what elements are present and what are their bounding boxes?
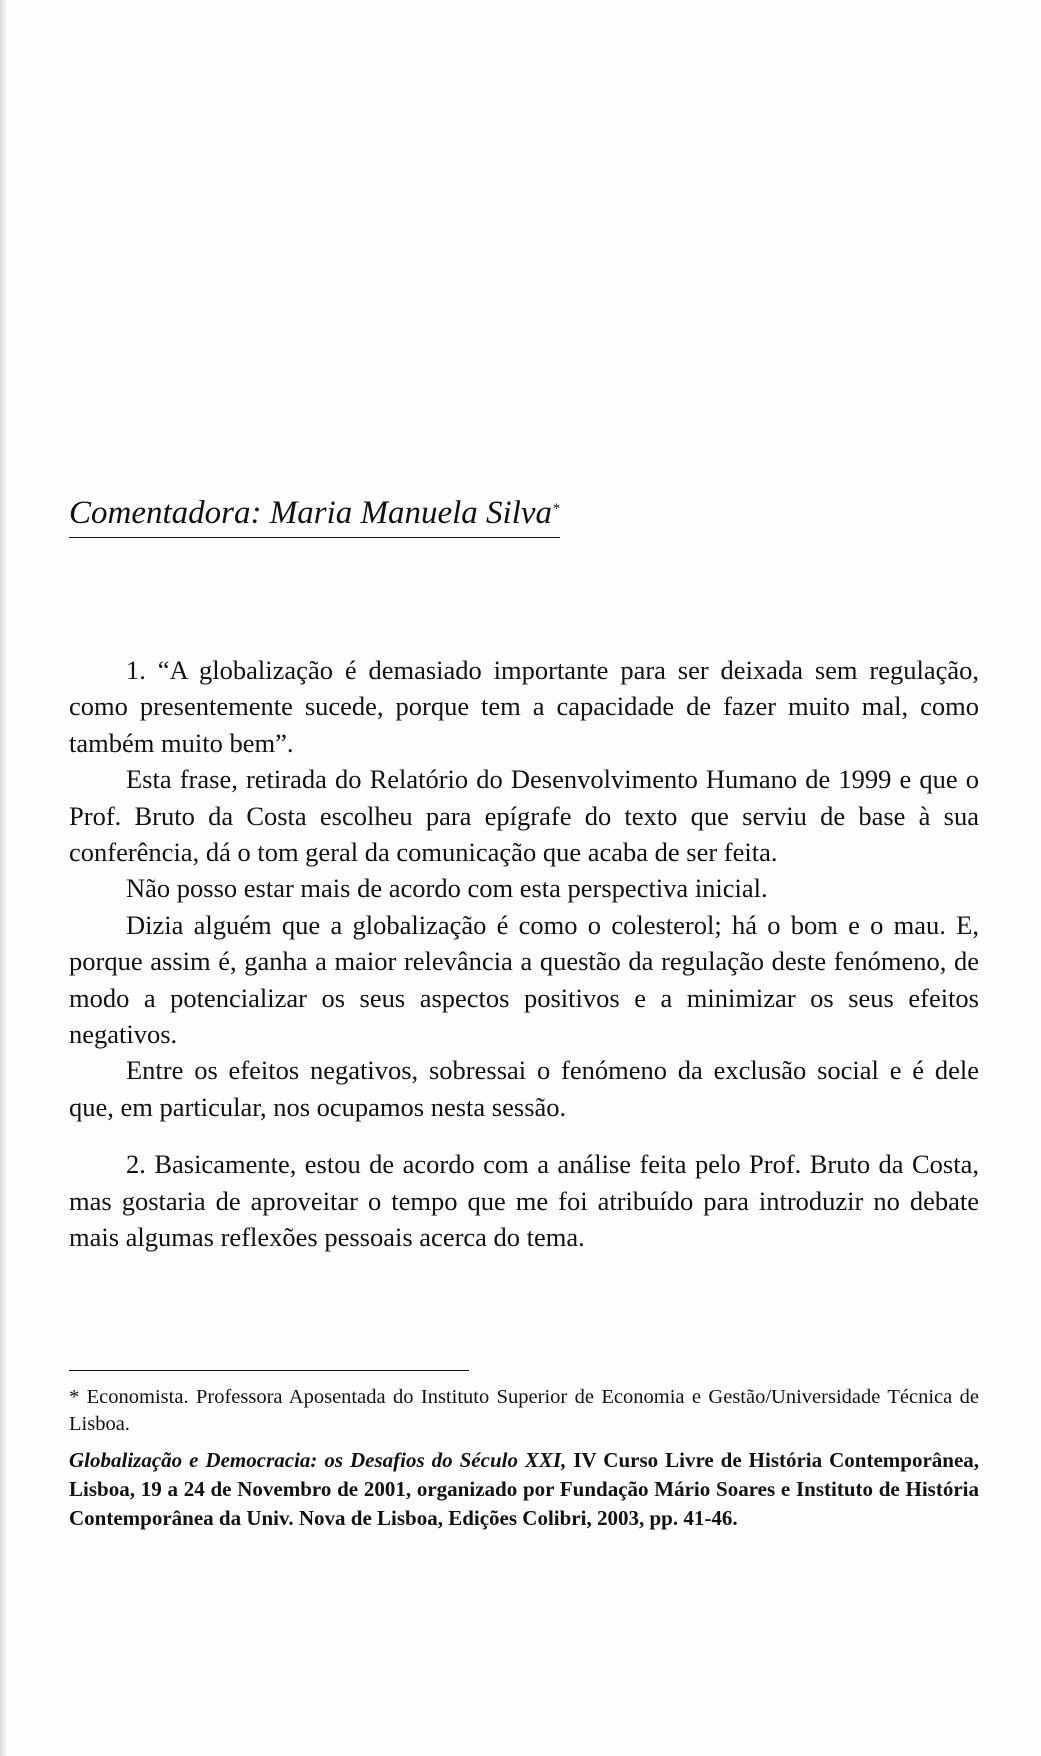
footnote [69, 1384, 979, 1438]
citation-title: Globalização e Democracia: os Desafios do Século XXI, [69, 1448, 567, 1472]
commentator-role: Comentadora: [69, 495, 262, 531]
body-text [69, 652, 979, 1256]
commentator-name: Maria Manuela Silva [269, 495, 553, 531]
paragraph: 1. “A globalização é demasiado importante para ser deixada sem regulação, como presentemente sucede, porque tem a capacidade de fazer muito mal, como também muito bem”. [69, 655, 979, 758]
paragraph: Esta frase, retirada do Relatório do Desenvolvimento Humano de 1999 e que o Prof. Bruto da Costa escolheu para epígrafe do texto que serviu de base à sua conferência, dá o tom geral da comunicação que acaba de ser feita. [69, 764, 979, 868]
page-edge-shadow [0, 0, 6, 1756]
footnote-marker: * [552, 501, 560, 517]
paragraph: Dizia alguém que a globalização é como o colesterol; há o bom e o mau. E, porque assim é, ganha a maior relevância a questão da regulação deste fenómeno, de modo a potencializar os seus aspectos positivos e a minimizar os seus efeitos negativos. [69, 909, 979, 1050]
citation-details: IV Curso Livre de História Contemporânea, Lisboa, 19 a 24 de Novembro de 2001, organizado por Fundação Mário Soares e Instituto de História Contemporânea da Univ. Nova de Lisboa, Edições Colibri, 2003, pp. 41-46. [69, 1448, 980, 1530]
citation-text [69, 1446, 979, 1533]
footnote-divider [69, 1370, 469, 1371]
paragraph: 2. Basicamente, estou de acordo com a análise feita pelo Prof. Bruto da Costa, mas gostaria de aproveitar o tempo que me foi atribuído para introduzir no debate mais algumas reflexões pessoais acerca do tema. [69, 1149, 979, 1253]
paragraph: Entre os efeitos negativos, sobressai o fenómeno da exclusão social e é dele que, em particular, nos ocupamos nesta sessão. [69, 1055, 979, 1122]
footnote-text: * Economista. Professora Aposentada do Instituto Superior de Economia e Gestão/Universidade Técnica de Lisboa. [69, 1386, 979, 1435]
paragraph: Não posso estar mais de acordo com esta perspectiva inicial. [126, 873, 768, 904]
citation [69, 1446, 979, 1533]
commentator-heading [69, 493, 560, 538]
